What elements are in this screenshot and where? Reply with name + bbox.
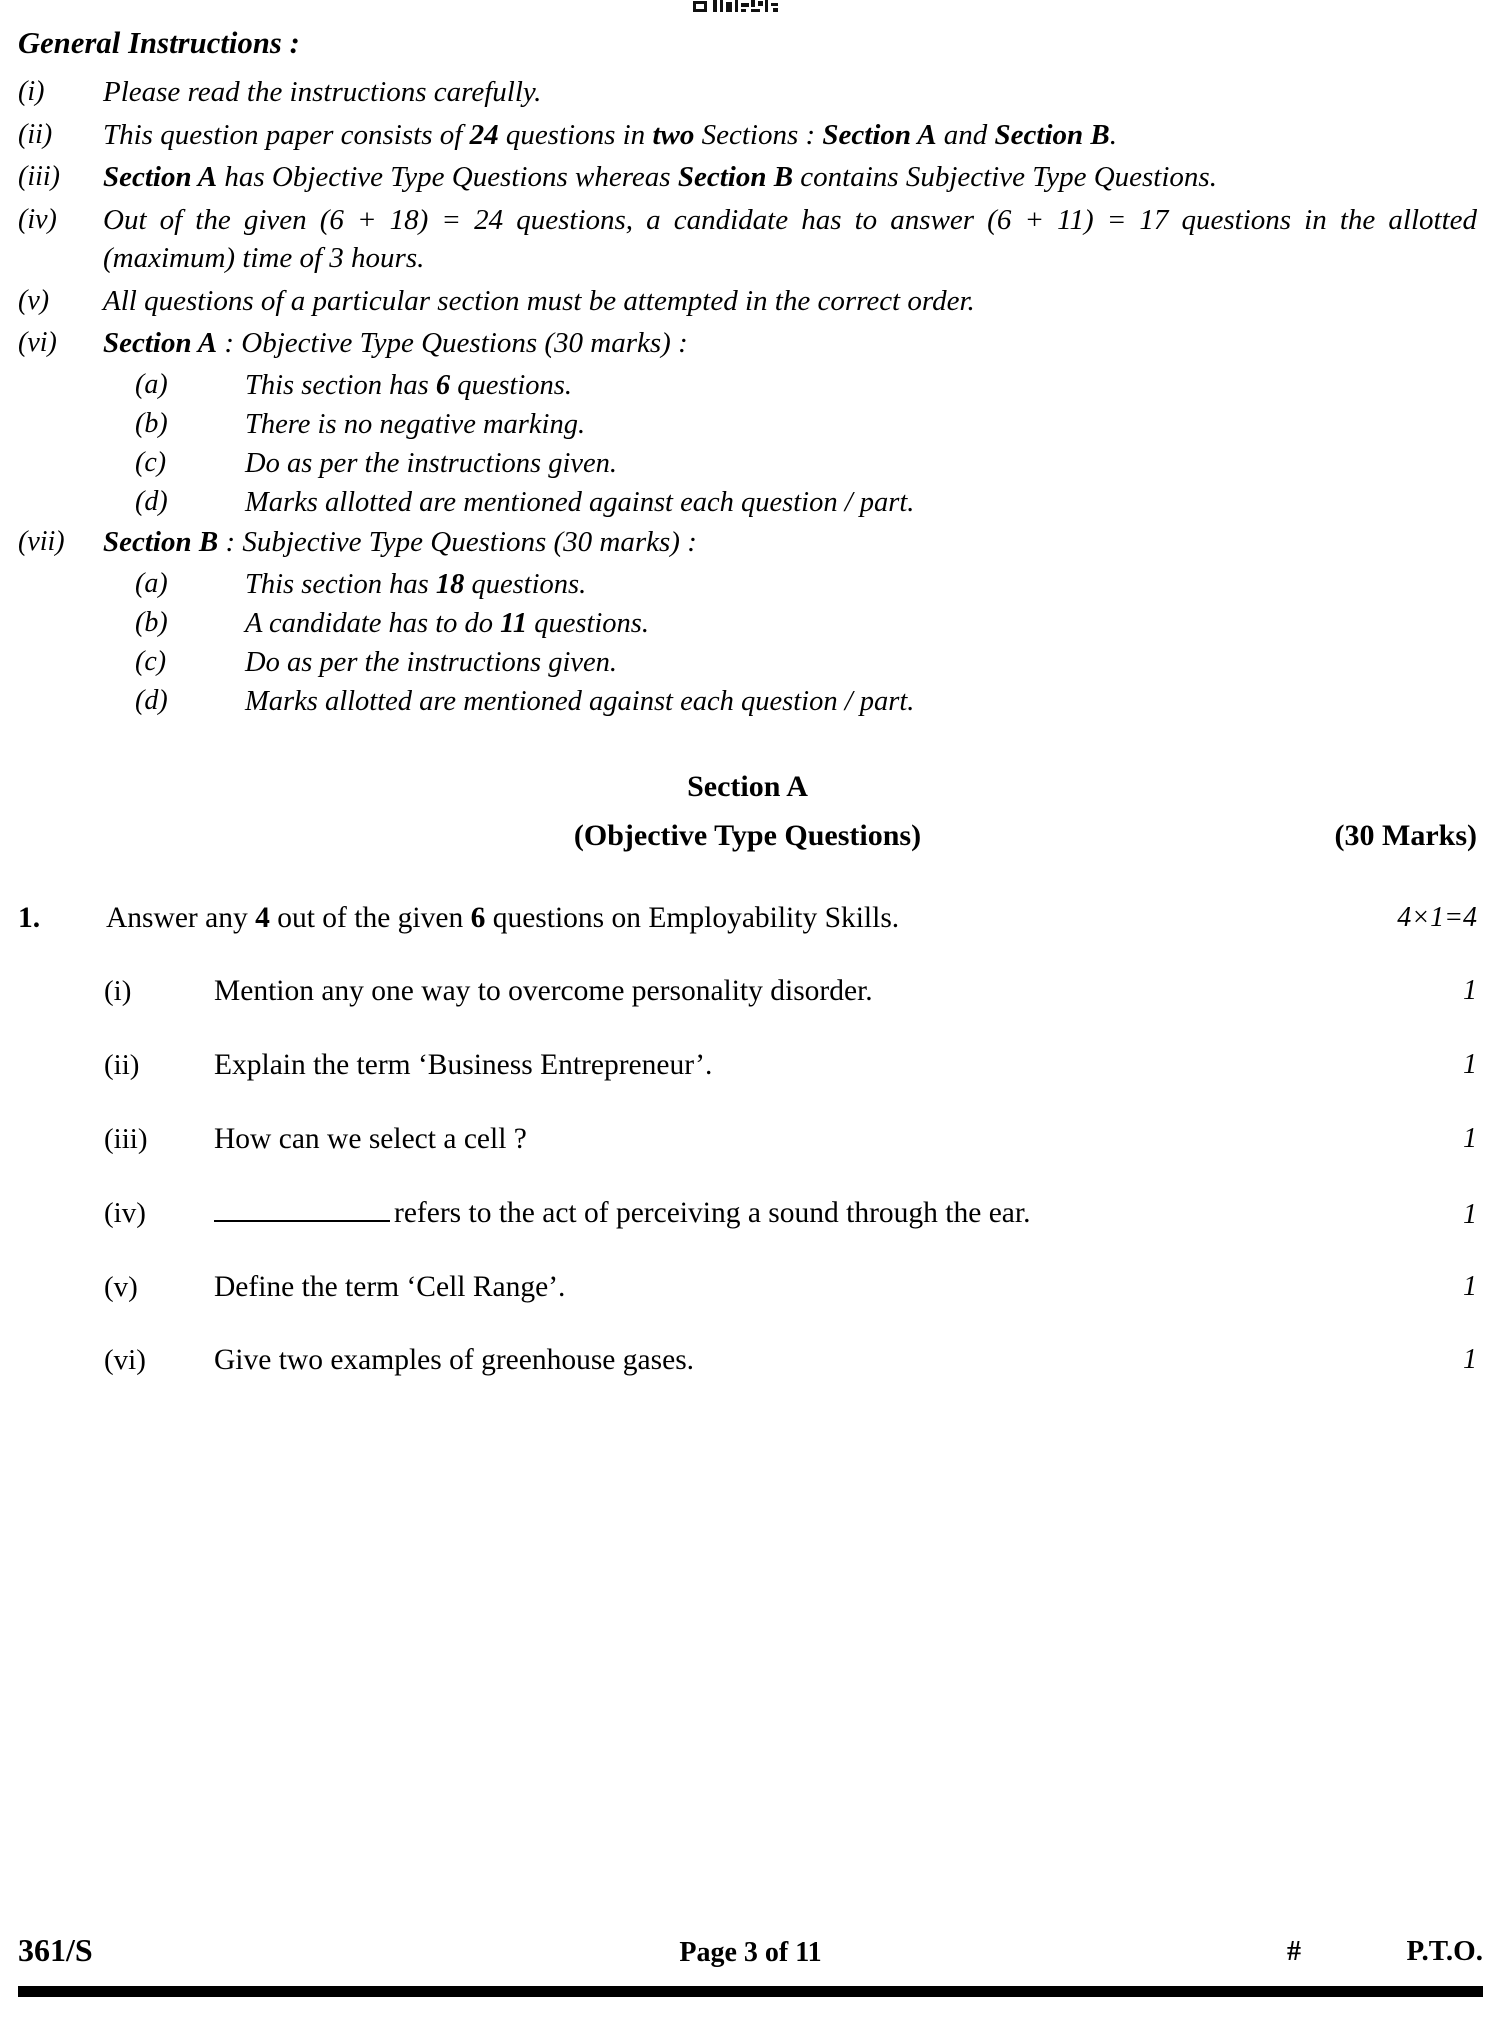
footer-rule — [18, 1986, 1483, 1997]
part-text: Mention any one way to overcome personality disorder. — [214, 975, 873, 1008]
sub-item-marker: (a) — [135, 567, 168, 599]
sub-item-marker: (c) — [135, 447, 167, 479]
question-marks: 4×1=4 — [1397, 901, 1477, 933]
barcode-artifact — [693, 0, 789, 14]
question-1-block — [18, 899, 1477, 1381]
sub-item-text: Do as per the instructions given. — [245, 448, 618, 480]
paper-code: 361/S — [18, 1932, 93, 1968]
instruction-item-vii — [18, 523, 1477, 562]
hash-mark: # — [1287, 1936, 1301, 1967]
question-part-ii — [104, 1046, 1477, 1086]
part-marker: (v) — [104, 1270, 138, 1303]
sub-item-marker: (a) — [135, 368, 168, 400]
part-marks: 1 — [1463, 975, 1477, 1007]
part-marker: (vi) — [104, 1344, 146, 1377]
question-part-v — [104, 1268, 1477, 1308]
page-content — [18, 24, 1477, 1381]
sub-item-a — [135, 566, 1477, 603]
part-marks: 1 — [1463, 1198, 1477, 1230]
sub-item-text: There is no negative marking. — [245, 409, 586, 441]
page-footer — [18, 1932, 1483, 1982]
part-marks: 1 — [1463, 1123, 1477, 1155]
section-a-marks: (30 Marks) — [1334, 818, 1477, 852]
instruction-marker: (vii) — [18, 526, 65, 558]
sub-item-d — [135, 683, 1477, 720]
instruction-text: Section A has Objective Type Questions whereas Section B contains Subjective Type Questions. — [103, 161, 1217, 194]
sub-item-marker: (c) — [135, 645, 167, 677]
sub-item-text: Do as per the instructions given. — [245, 646, 618, 678]
instruction-item-ii — [18, 116, 1477, 155]
part-text: Give two examples of greenhouse gases. — [214, 1344, 695, 1377]
section-a-subtitle: (Objective Type Questions) — [573, 818, 922, 852]
instruction-text: All questions of a particular section must be attempted in the correct order. — [103, 284, 975, 317]
part-marker: (ii) — [104, 1049, 140, 1082]
instruction-marker: (ii) — [18, 118, 53, 150]
instruction-marker: (vi) — [18, 327, 57, 359]
part-marker: (iii) — [104, 1123, 148, 1156]
sub-item-b — [135, 605, 1477, 642]
instruction-marker: (v) — [18, 284, 50, 316]
sub-item-d — [135, 484, 1477, 521]
question-number: 1. — [18, 901, 41, 934]
instruction-text: This question paper consists of 24 questions in two Sections : Section A and Section B. — [103, 118, 1118, 151]
question-part-vi — [104, 1341, 1477, 1381]
sub-item-b — [135, 406, 1477, 443]
section-b-desc: : Subjective Type Questions (30 marks) : — [218, 526, 697, 559]
instruction-item-vi — [18, 324, 1477, 363]
part-text: How can we select a cell ? — [214, 1123, 527, 1156]
instruction-marker: (iv) — [18, 203, 57, 235]
fill-in-blank-line — [214, 1197, 390, 1222]
sub-item-text: Marks allotted are mentioned against each question / part. — [245, 487, 915, 519]
sub-item-text: This section has 18 questions. — [245, 568, 587, 600]
instruction-text: Out of the given (6 + 18) = 24 questions, a candidate has to answer (6 + 11) = 17 questions in the allotted (maximum) time of 3 hours. — [103, 203, 1477, 275]
instruction-item-iv — [18, 201, 1477, 278]
sub-item-a — [135, 367, 1477, 404]
general-instructions-heading: General Instructions : — [18, 26, 300, 60]
part-marker: (i) — [104, 975, 132, 1008]
section-b-label: Section B — [103, 526, 219, 559]
instruction-text — [103, 523, 1477, 562]
part-marks: 1 — [1463, 1049, 1477, 1081]
sub-item-text: Marks allotted are mentioned against each question / part. — [245, 685, 915, 717]
question-part-i — [104, 972, 1477, 1012]
section-a-desc: : Objective Type Questions (30 marks) : — [217, 327, 688, 360]
sub-item-marker: (b) — [135, 408, 168, 440]
section-a-label: Section A — [103, 327, 218, 360]
part-text-after-blank: refers to the act of perceiving a sound through the ear. — [394, 1196, 1031, 1229]
sub-item-marker: (d) — [135, 486, 168, 518]
question-part-iv — [104, 1194, 1477, 1234]
part-text: Explain the term ‘Business Entrepreneur’. — [214, 1049, 713, 1082]
sub-item-marker: (d) — [135, 684, 168, 716]
instruction-text: Please read the instructions carefully. — [103, 76, 542, 109]
instruction-item-iii — [18, 158, 1477, 197]
question-stem: Answer any 4 out of the given 6 questions on Employability Skills. — [106, 901, 900, 934]
sub-item-marker: (b) — [135, 606, 168, 638]
sub-item-text: A candidate has to do 11 questions. — [245, 607, 650, 639]
section-a-subtitle-row — [18, 819, 1477, 853]
sub-item-text: This section has 6 questions. — [245, 369, 572, 401]
instruction-item-i — [18, 73, 1477, 112]
part-text: Define the term ‘Cell Range’. — [214, 1270, 566, 1303]
sub-item-c — [135, 644, 1477, 681]
part-text — [214, 1194, 1357, 1234]
part-marks: 1 — [1463, 1270, 1477, 1302]
question-1-stem-row — [18, 899, 1477, 939]
instruction-text — [103, 324, 1477, 363]
part-marks: 1 — [1463, 1344, 1477, 1376]
sub-item-c — [135, 445, 1477, 482]
pto-label: P.T.O. — [1406, 1935, 1483, 1967]
instruction-item-v — [18, 282, 1477, 321]
page-number-label: Page 3 of 11 — [679, 1937, 822, 1968]
part-marker: (iv) — [104, 1196, 146, 1229]
instruction-marker: (i) — [18, 76, 45, 108]
section-a-title: Section A — [687, 769, 808, 803]
instruction-marker: (iii) — [18, 161, 60, 193]
question-part-iii — [104, 1120, 1477, 1160]
